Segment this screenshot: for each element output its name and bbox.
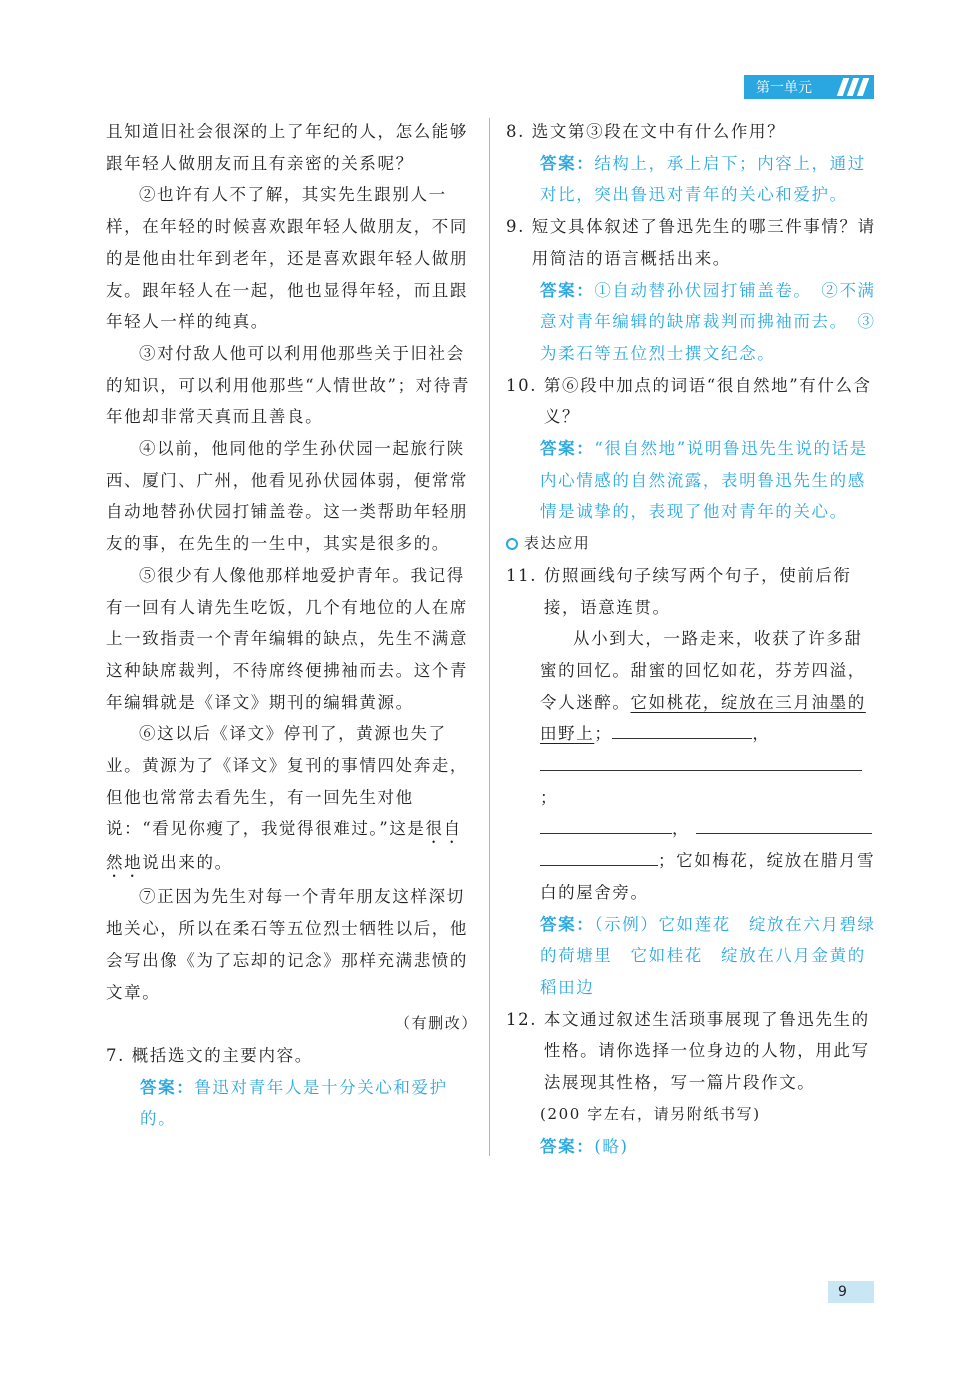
question-number: 10.: [506, 375, 544, 395]
circle-icon: [506, 538, 518, 550]
passage-lines: [540, 623, 878, 750]
source-note: （有删改）: [394, 1014, 478, 1033]
answer-text: 鲁迅对青年人是十分关心和爱护的。: [140, 1077, 448, 1129]
passage-paragraph-1-end: 且知道旧社会很深的上了年纪的人，怎么能够跟年轻人做朋友而且有亲密的关系呢？: [106, 122, 468, 173]
imitation-passage: [506, 623, 878, 908]
answer-text: （示例）它如莲花 绽放在六月碧绿的荷塘里 它如桂花 绽放在八月金黄的稻田边: [540, 914, 876, 997]
word-count-hint: (200 字左右，请另附纸书写): [540, 1104, 761, 1123]
answer-label: 答案：: [540, 914, 595, 934]
question-number: 8.: [506, 122, 532, 141]
unit-badge: [744, 75, 874, 99]
answer-blank[interactable]: [696, 815, 872, 834]
answer-11: [506, 909, 878, 1004]
question-7: [106, 1040, 478, 1072]
separator: ，: [752, 724, 771, 744]
separator: ；: [540, 787, 559, 807]
passage-paragraph-7: ⑦正因为先生对每一个青年朋友这样深切地关心，所以在柔石等五位烈士牺牲以后，他会写出像《为了忘却的记念》那样充满悲愤的文章。: [106, 887, 468, 1002]
stripe-decoration: [840, 78, 866, 96]
blank-line-3: [540, 813, 878, 845]
question-10: [506, 370, 878, 433]
answer-text: ①自动替孙伏园打铺盖卷。 ②不满意对青年编辑的缺席裁判而拂袖而去。 ③为柔石等五位烈士撰文纪念。: [540, 280, 876, 363]
answer-12: [506, 1131, 878, 1163]
unit-label: 第一单元: [756, 80, 812, 96]
passage-end: ；它如梅花，绽放在腊月雪白的屋舍旁。: [540, 851, 876, 902]
answer-blank[interactable]: [540, 815, 672, 834]
question-text: 概括选文的主要内容。: [131, 1045, 313, 1065]
passage-paragraph-5: ⑤很少有人像他那样地爱护青年。我记得有一回有人请先生吃饭，几个有地位的人在席上一致指责一个青年编辑的缺点，先生不满意这种缺席裁判，不待席终便拂袖而去。这个青年编辑就是《译文》期刊的编辑黄源。: [106, 565, 468, 712]
answer-label: 答案：: [540, 280, 595, 300]
question-12: [506, 1004, 878, 1099]
page-number-tab: [828, 1281, 874, 1303]
answer-label: 答案：: [540, 1136, 595, 1156]
left-column: [106, 116, 478, 1135]
question-number: 7.: [106, 1045, 132, 1065]
question-text: 仿照画线句子续写两个句子，使前后衔接，语意连贯。: [543, 565, 852, 617]
page-number: 9: [838, 1284, 847, 1300]
section-heading: [506, 528, 878, 560]
passage-paragraph-3: ③对付敌人他可以利用他那些关于旧社会的知识，可以利用他那些“人情世故”；对待青年他却非常天真而且善良。: [106, 343, 470, 427]
passage-paragraph-4: ④以前，他同他的学生孙伏园一起旅行陕西、厦门、广州，他看见孙伏园体弱，便常常自动地替孙伏园打铺盖卷。这一类帮助年轻朋友的事，在先生的一生中，其实是很多的。: [106, 439, 468, 554]
paragraph-6-tail: 说出来的。: [142, 853, 233, 873]
question-number: 12.: [506, 1009, 544, 1029]
answer-label: 答案：: [540, 153, 595, 173]
question-text: 选文第③段在文中有什么作用？: [531, 122, 786, 141]
passage-paragraph-6: [106, 718, 478, 881]
question-number: 9.: [506, 217, 532, 237]
answer-text: (略): [594, 1136, 629, 1156]
question-8: [506, 116, 878, 148]
answer-label: 答案：: [140, 1077, 195, 1097]
separator: ；: [594, 724, 613, 744]
passage-text: 从小到大，一路走来，收获了许多甜蜜的回忆。甜蜜的回忆如花，芬芳四溢，令人迷醉。: [540, 629, 866, 712]
answer-9: [506, 275, 878, 370]
question-number: 11.: [506, 565, 544, 585]
answer-blank[interactable]: [612, 720, 752, 739]
section-title: 表达应用: [524, 534, 591, 553]
blank-line-2: [540, 750, 878, 813]
column-divider: [489, 118, 490, 1156]
dotted-phrase: 很自然地: [106, 819, 462, 873]
question-9: [506, 211, 878, 274]
answer-10: [506, 433, 878, 528]
answer-7: [106, 1072, 478, 1135]
answer-blank[interactable]: [540, 752, 862, 771]
underlined-sentence: 它如桃花，绽放在三月油墨的田野上: [540, 692, 866, 744]
answer-8: [506, 148, 878, 211]
answer-text: 结构上，承上启下；内容上，通过对比，突出鲁迅对青年的关心和爱护。: [540, 153, 866, 205]
question-11: [506, 560, 878, 623]
question-text: 第⑥段中加点的词语“很自然地”有什么含义？: [543, 375, 872, 427]
right-column: [506, 116, 878, 1162]
blank-line-4: [540, 845, 878, 908]
answer-blank[interactable]: [540, 847, 658, 866]
question-text: 本文通过叙述生活琐事展现了鲁迅先生的性格。请你选择一位身边的人物，用此写法展现其性格，写一篇片段作文。: [543, 1009, 870, 1093]
answer-label: 答案：: [540, 439, 595, 459]
passage-paragraph-2: ②也许有人不了解，其实先生跟别人一样，在年轻的时候喜欢跟年轻人做朋友，不同的是他由壮年到老年，还是喜欢跟年轻人做朋友。跟年轻人在一起，他也显得年轻，而且跟年轻人一样的纯真。: [106, 185, 468, 332]
separator: ，: [672, 819, 691, 839]
paragraph-6-text: ⑥这以后《译文》停刊了，黄源也失了业。黄源为了《译文》复刊的事情四处奔走，但他也常常去看先生，有一回先生对他说：“看见你瘦了，我觉得很难过。”这是: [106, 724, 468, 839]
answer-text: “很自然地”说明鲁迅先生说的话是内心情感的自然流露，表明鲁迅先生的感情是诚挚的，表现了他对青年的关心。: [540, 439, 868, 522]
question-text: 短文具体叙述了鲁迅先生的哪三件事情？请用简洁的语言概括出来。: [531, 217, 876, 268]
